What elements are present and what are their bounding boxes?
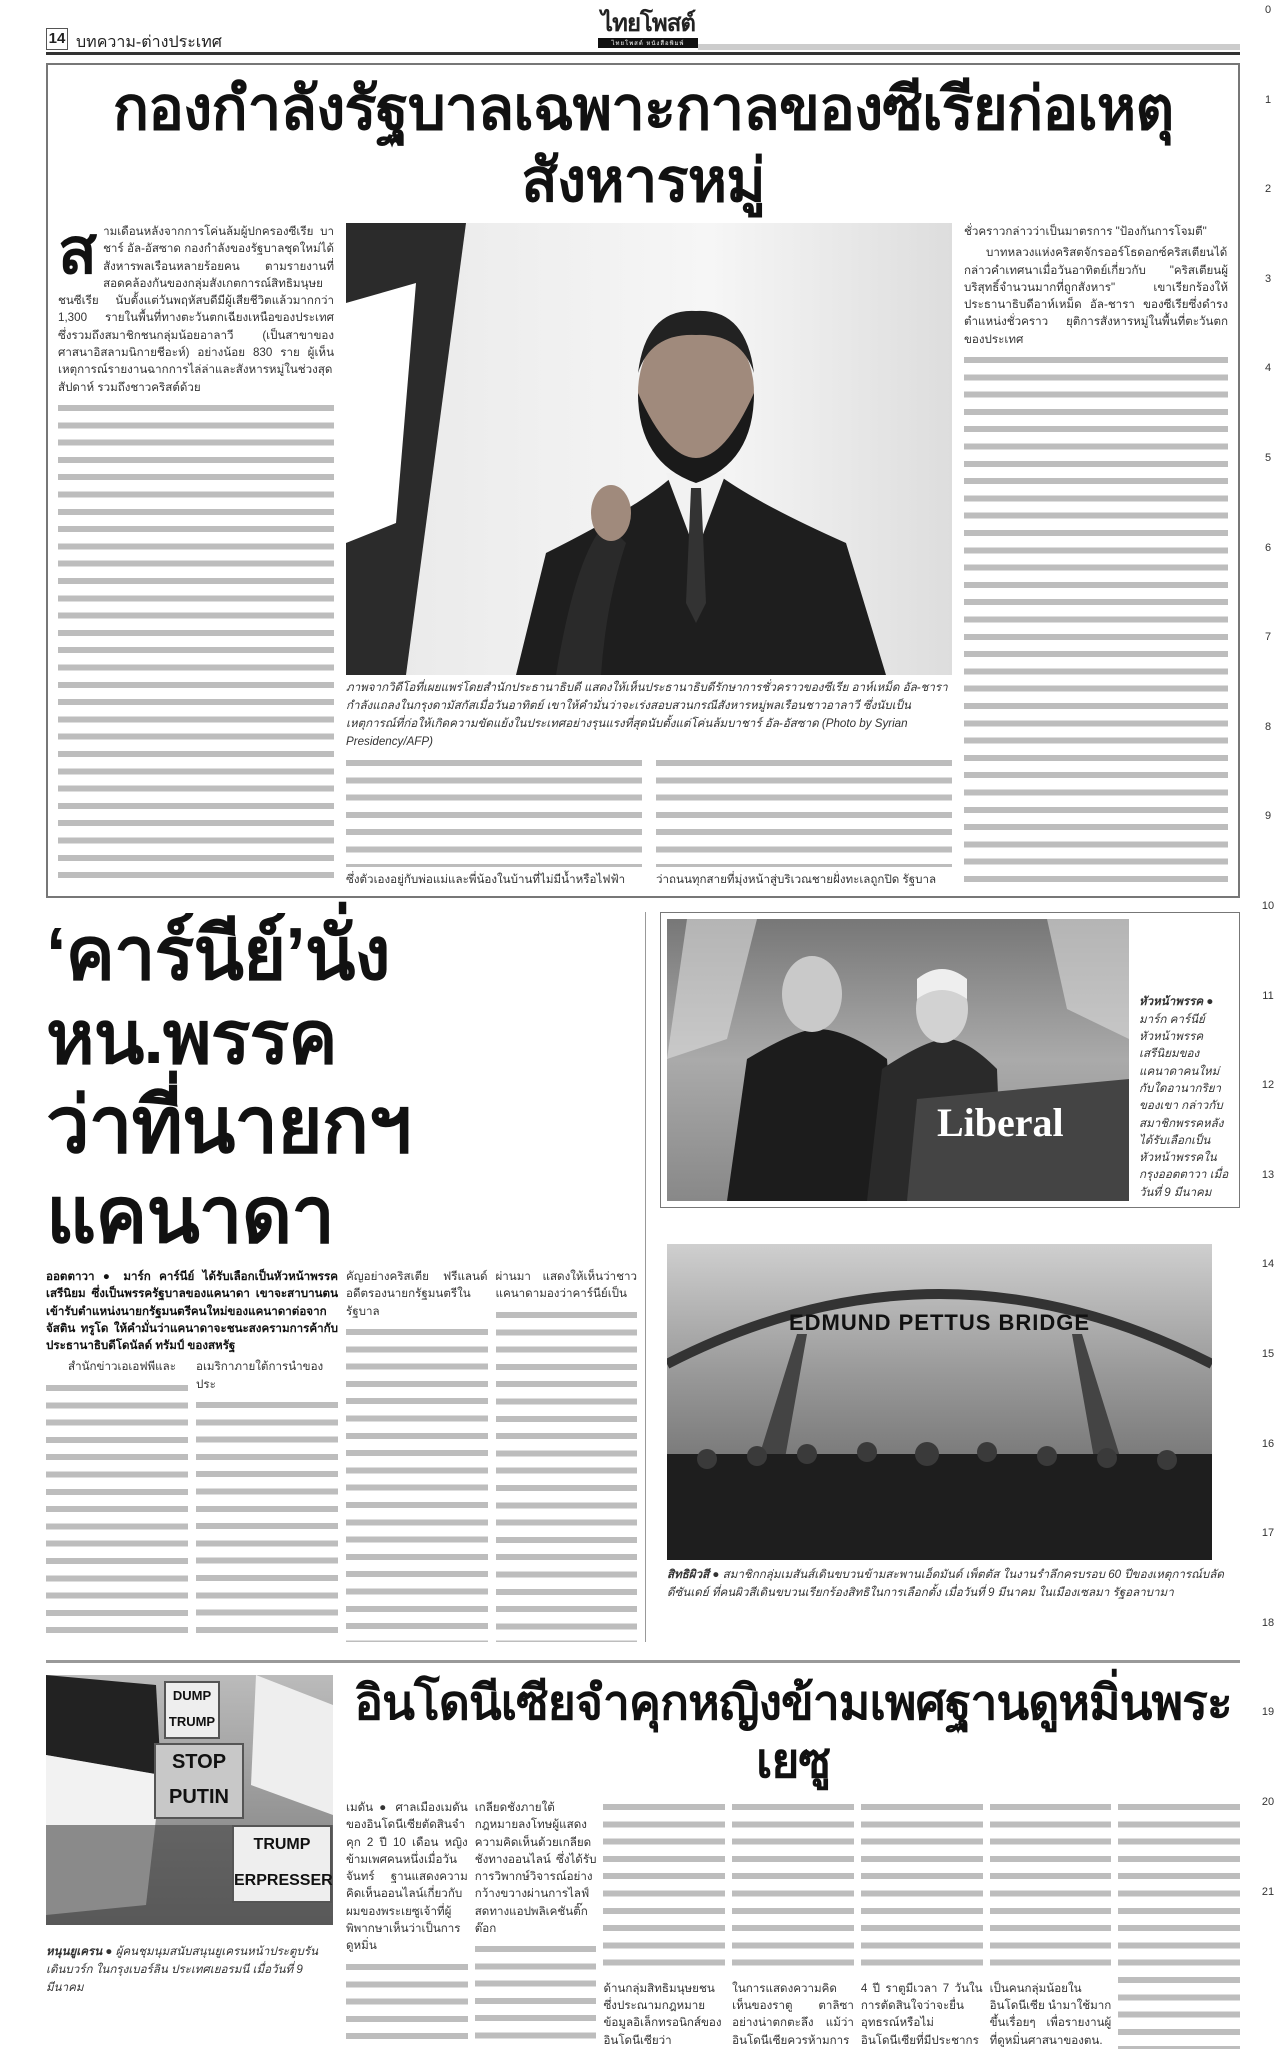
indonesia-col4	[732, 1799, 854, 2049]
syria-text-column	[964, 352, 1228, 888]
article-carney	[46, 912, 1240, 1642]
carney-photo-caption	[1139, 993, 1233, 1201]
syria-sub-column	[346, 755, 642, 888]
rally-photo-area	[46, 1675, 333, 2049]
margin-number: 2	[1264, 183, 1272, 196]
photo-edmund-pettus-bridge	[667, 1244, 1212, 1560]
margin-number: 5	[1264, 452, 1272, 464]
headline-indonesia: อินโดนีเซียจำคุกหญิงข้ามเพศฐานดูหมิ่นพระเยซู	[354, 1677, 1232, 1788]
indonesia-col1-text: เมดัน ● ศาลเมืองเมดันของอินโดนีเซียตัดสินจำคุก 2 ปี 10 เดือน หญิงข้ามเพศคนหนึ่งเมื่อวันจันทร์ ฐานแสดงความคิดเห็นออนไลน์เกี่ยวกับผมของพระเยซูเจ้าที่ผู้พิพากษาเห็นว่าเป็นการดูหมิ่น	[346, 1801, 468, 1953]
syria-text-column	[58, 400, 334, 888]
carney-col3: คัญอย่างคริสเตีย ฟรีแลนด์ อดีตรองนายกรัฐมนตรีในรัฐบาล	[346, 1270, 488, 1318]
indonesia-text-column	[732, 1799, 854, 1976]
carney-photo-frame	[660, 912, 1240, 1208]
margin-number: 18	[1261, 1616, 1275, 1629]
carney-left-pair-columns	[46, 1358, 338, 1642]
bridge-sign: EDMUND PETTUS BRIDGE	[788, 1310, 1091, 1335]
carney-col4: ผ่านมา แสดงให้เห็นว่าชาวแคนาดามองว่าคาร์นีย์เป็น	[495, 1270, 637, 1301]
indonesia-text-area	[346, 1675, 1240, 2049]
indonesia-col5	[861, 1799, 983, 2049]
caption-text: ● ผู้คนชุมนุมสนับสนุนยูเครนหน้าประตูบรันเดินบวร์ก ในกรุงเบอร์ลิน ประเทศเยอรมนี เมื่อวันที่ 9 มีนาคม	[46, 1945, 319, 1994]
syria-lead-text: ามเดือนหลังจากการโค่นล้มผู้ปกครองซีเรีย บาชาร์ อัล-อัสซาด กองกำลังของรัฐบาลชุดใหม่ได้สังหารพลเรือนหลายร้อยคน ตามรายงานที่สอดคล้องกันของกลุ่มสังเกตการณ์สิทธิมนุษยชนซีเรีย นับตั้งแต่วันพฤหัสบดีมีผู้เสียชีวิตแล้วมากกว่า 1,300 รายในพื้นที่ทางตะวันตกเฉียงเหนือของประเทศ ซึ่งรวมถึงสมาชิกชนกลุ่มน้อยอาลาวี (เป็นสาขาของศาสนาอิสลามนิกายชีอะห์) อย่างน้อย 830 ราย ผู้เห็นเหตุการณ์รายงานฉากการไล่ล่าและสังหารหมู่ในช่วงสุดสัปดาห์ รวมถึงชาวคริสต์ด้วย	[58, 225, 334, 394]
newspaper-logo	[598, 10, 698, 48]
margin-number: 13	[1261, 1168, 1275, 1181]
syria-photo-caption: ภาพจากวิดีโอที่เผยแพร่โดยสำนักประธานาธิบดี แสดงให้เห็นประธานาธิบดีรักษาการชั่วคราวของซีเรีย อาห์เหม็ด อัล-ชารา กำลังแถลงในกรุงดามัสกัสเมื่อวันอาทิตย์ เขาให้คำมั่นว่าจะเร่งสอบสวนกรณีสังหารหมู่พลเรือนชาวอาลาวี ซึ่งนับเป็นเหตุการณ์ที่ก่อให้เกิดความขัดแย้งในประเทศอย่างรุนแรงที่สุดนับตั้งแต่โค่นล้มบาชาร์ อัล-อัสซาด (Photo by Syrian Presidency/AFP)	[346, 681, 948, 748]
indonesia-col4-end: ในการแสดงความคิดเห็นของราตู ตาลิซา อย่างน่าตกตะลึง แม้ว่าอินโดนีเซียควรห้ามการ	[732, 1981, 854, 2047]
sign-dump-trump: DUMP TRUMP	[164, 1681, 220, 1739]
syria-right-column	[964, 223, 1228, 888]
indonesia-text-column	[990, 1799, 1112, 1976]
indonesia-text-column	[603, 1799, 725, 1976]
indonesia-text-column	[1118, 1799, 1240, 2049]
carney-text-column	[496, 1307, 638, 1642]
carney-columns	[46, 1268, 637, 1642]
headline-carney-line2: ว่าที่นายกฯแคนาดา	[46, 1081, 411, 1259]
indonesia-text-column	[475, 1941, 597, 2049]
margin-number: 8	[1264, 720, 1272, 733]
drop-cap: ส	[58, 215, 98, 287]
syria-right-block	[964, 244, 1228, 348]
article-syria	[46, 63, 1240, 898]
indonesia-col2-text: เกลียดชังภายใต้กฎหมายลงโทษผู้แสดงความคิดเห็นด้วยเกลียดชังทางออนไลน์ ซึ่งได้รับการวิพากษ์วิจารณ์อย่างกว้างขวางผ่านการไลฟ์สดทางแอปพลิเคชันติ๊กต๊อก	[474, 1801, 597, 1936]
carney-illustration	[667, 919, 1129, 1201]
carney-left-pair	[46, 1268, 338, 1642]
sign-trump-erpresser: TRUMP ERPRESSER	[232, 1825, 332, 1903]
logo-tagline: ไทยโพสต์ หนังสือพิมพ์	[598, 40, 698, 48]
carney-col2	[196, 1358, 338, 1642]
page-number: 14	[46, 28, 68, 50]
indonesia-col5-end: 4 ปี ราตูมีเวลา 7 วันในการตัดสินใจว่าจะยื่นอุทธรณ์หรือไม่ อินโดนีเซียที่มีประชากร	[860, 1981, 983, 2047]
margin-number: 12	[1261, 1079, 1275, 1092]
section-rule	[46, 1660, 1240, 1663]
indonesia-text-column	[861, 1799, 983, 1976]
caption-title: หัวหน้าพรรค	[1139, 995, 1204, 1009]
carney-col4-wrap	[496, 1268, 638, 1642]
syria-text-column	[656, 755, 952, 867]
carney-col1-text: สำนักข่าวเอเอฟพีและ	[68, 1360, 176, 1374]
caption-title: สิทธิผิวสี	[667, 1568, 710, 1581]
carney-lead: ออตตาวา ● มาร์ก คาร์นีย์ ได้รับเลือกเป็นหัวหน้าพรรคเสรีนิยม ซึ่งเป็นพรรครัฐบาลของแคนาดา เขาจะสาบานตนเข้ารับตำแหน่งนายกรัฐมนตรีคนใหม่ของแคนาดาต่อจากจัสติน ทรูโด ให้คำมั่นว่าแคนาดาจะชนะสงครามการค้ากับประธานาธิบดีโดนัลด์ ทรัมป์ ของสหรัฐ	[46, 1270, 338, 1353]
margin-number: 6	[1264, 541, 1272, 554]
photo-syria-president	[346, 223, 952, 675]
header-rule	[46, 52, 1240, 55]
syria-text-line: ว่าถนนทุกสายที่มุ่งหน้าสู่บริเวณชายฝั่งทะเลถูกปิด รัฐบาล	[656, 872, 937, 886]
indonesia-columns	[346, 1799, 1240, 2049]
margin-number: 21	[1261, 1885, 1275, 1898]
syria-sub-columns	[346, 755, 952, 888]
page-content	[46, 63, 1240, 2059]
sign-stop-putin: STOP PUTIN	[154, 1743, 244, 1819]
indonesia-col6	[990, 1799, 1112, 2049]
photo-carney	[667, 919, 1129, 1201]
indonesia-col3-end: ด้านกลุ่มสิทธิมนุษยชนซึ่งประณามกฎหมายข้อมูลอิเล็กทรอนิกส์ของอินโดนีเซียว่า	[603, 1981, 722, 2047]
margin-number: 1	[1264, 93, 1272, 106]
syria-right-text: ชั่วคราวกล่าวว่าเป็นมาตรการ "ป้องกันการโจมตี"	[964, 225, 1207, 238]
indonesia-text-column	[346, 1959, 468, 2049]
headline-carney-line1: ‘คาร์นีย์’นั่งหน.พรรค	[46, 912, 390, 1079]
margin-number: 9	[1264, 810, 1272, 823]
carney-col3-wrap	[346, 1268, 488, 1642]
carney-text-area	[46, 912, 646, 1642]
section-title: บทความ-ต่างประเทศ	[76, 34, 222, 51]
syria-lead-block	[58, 215, 334, 396]
syria-center-column	[346, 223, 952, 888]
syria-right-para: บาทหลวงแห่งคริสตจักรออร์โธดอกซ์คริสเตียนได้กล่าวคำเทศนาเมื่อวันอาทิตย์เกี่ยวกับ "คริสเตียนผู้บริสุทธิ์จำนวนมากที่ถูกสังหาร" เขาเรียกร้องให้ประธานาธิบดีอาห์เหม็ด อัล-ชารา ของซีเรียซึ่งดำรงตำแหน่งชั่วคราว ยุติการสังหารหมู่ในพื้นที่ตะวันตกของประเทศ	[964, 246, 1228, 346]
syria-lead-column	[58, 215, 334, 888]
indonesia-col2	[475, 1799, 597, 2049]
carney-col2-text: อเมริกาภายใต้การนำของประ	[196, 1360, 324, 1391]
syria-sub-column	[656, 755, 952, 888]
carney-photo-area	[660, 912, 1240, 1642]
margin-number: 17	[1261, 1527, 1275, 1540]
logo-text: ไทยโพสต์	[598, 10, 698, 40]
syria-text-column	[346, 755, 642, 867]
indonesia-col6-end: เป็นคนกลุ่มน้อยในอินโดนีเซีย นำมาใช้มากขึ้นเรื่อยๆ เพื่อรายงานผู้ที่ดูหมิ่นศาสนาของตน.	[989, 1981, 1112, 2047]
header-rule-accent	[698, 44, 1240, 50]
margin-number: 16	[1261, 1437, 1275, 1450]
indonesia-col1	[346, 1799, 468, 2049]
margin-number: 20	[1261, 1796, 1275, 1808]
caption-title: หนุนยูเครน	[46, 1945, 103, 1958]
margin-number: 0	[1264, 4, 1272, 16]
president-illustration	[346, 223, 952, 675]
syria-text-line: ซึ่งตัวเองอยู่กับพ่อแม่และพี่น้องในบ้านที่ไม่มีน้ำหรือไฟฟ้า	[346, 872, 626, 886]
photo-ukraine-rally	[46, 1675, 333, 1925]
liberal-podium-sign: Liberal	[937, 1100, 1064, 1145]
bridge-illustration	[667, 1244, 1212, 1560]
carney-text-column	[196, 1397, 338, 1642]
margin-number: 11	[1262, 989, 1274, 1002]
indonesia-col7	[1118, 1799, 1240, 2049]
carney-col1-block	[46, 1358, 188, 1375]
carney-text-column	[346, 1324, 488, 1642]
caption-text: ● มาร์ก คาร์นีย์ หัวหน้าพรรคเสรีนิยมของแคนาดาคนใหม่กับใดอานากริยาของเขา กล่าวกับสมาชิกพรรคหลังได้รับเลือกเป็นหัวหน้าพรรคในกรุงออตตาวา เมื่อวันที่ 9 มีนาคม	[1139, 995, 1229, 1199]
margin-number: 15	[1261, 1348, 1275, 1360]
margin-number: 14	[1261, 1258, 1275, 1271]
bridge-photo-caption	[667, 1566, 1227, 1602]
carney-text-column	[46, 1380, 188, 1642]
margin-number: 19	[1261, 1706, 1275, 1719]
headline-syria: กองกำลังรัฐบาลเฉพาะกาลของซีเรียก่อเหตุสังหารหมู่	[112, 75, 1174, 214]
margin-number: 7	[1264, 631, 1272, 644]
margin-number: 4	[1264, 362, 1272, 375]
indonesia-col3	[603, 1799, 725, 2049]
article-indonesia	[46, 1675, 1240, 2059]
margin-number: 10	[1261, 900, 1275, 912]
rally-photo-caption	[46, 1943, 333, 1997]
margin-number: 3	[1264, 272, 1272, 285]
syria-columns	[58, 215, 1228, 888]
carney-col1	[46, 1358, 188, 1642]
caption-text: ● สมาชิกกลุ่มเมสันส์เดินขบวนข้ามสะพานเอ็ดมันด์ เพ็ตตัส ในงานรำลึกครบรอบ 60 ปีของเหตุการณ์บลัดดีซันเดย์ ที่คนผิวสีเดินขบวนเรียกร้องสิทธิในการเลือกตั้ง เมื่อวันที่ 9 มีนาคม ในเมืองเซลมา รัฐอลาบามา	[667, 1568, 1224, 1599]
